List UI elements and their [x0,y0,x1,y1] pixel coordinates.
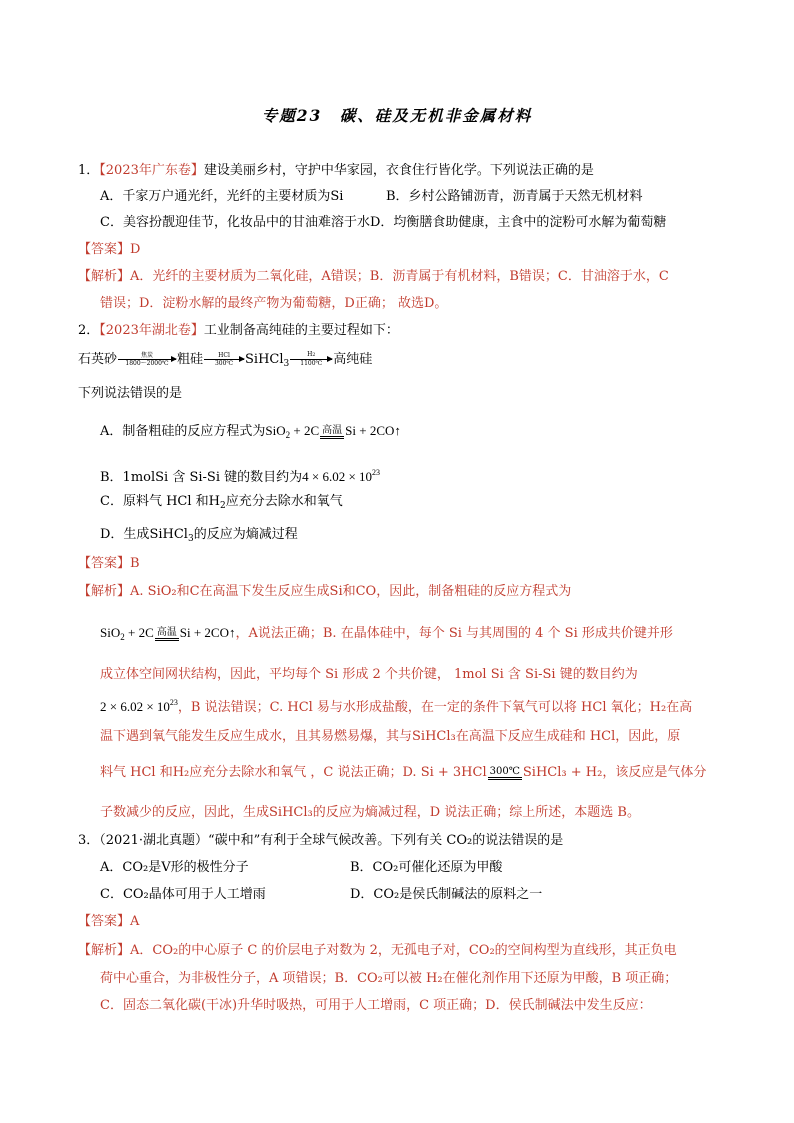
q2-option-b-value [302,469,380,484]
q2-analysis-value [100,699,178,714]
q1-answer [78,241,140,259]
q2-option-c-text: C．原料气 HCl 和 [100,494,209,509]
q3-option-c: C．CO₂晶体可用于人工增雨 [100,887,266,902]
q2-option-d-post: 的反应为熵减过程 [193,527,298,542]
q2-analysis-exp: 23 [169,698,178,707]
q2-prompt: 下列说法错误的是 [78,386,183,401]
q2-analysis-text2: ，A说法正确；B. 在晶体硅中，每个 Si 与其周围的 4 个 Si 形成共价键并形 [235,626,673,641]
q2-analysis-line2 [100,622,673,648]
q2-stem: 工业制备高纯硅的主要过程如下： [203,323,399,338]
q2-number: 2． [78,323,100,338]
eq-cond-text: 高温 [322,425,343,437]
q1-options-row2 [100,214,666,232]
an6-cond-text: 300℃ [489,765,520,777]
q3-analysis-line3: C．固态二氧化碳(干冰)升华时吸热，可用于人工增雨，C 项正确；D．侯氏制碱法中发生反应： [100,998,652,1013]
q2-option-a-text: A．制备粗硅的反应方程式为 [100,424,266,439]
q3-analysis-line1 [78,942,677,960]
q2-option-d-text: D．生成 [100,527,150,542]
flow-arrow-1-condition: 焦炭 [141,351,154,359]
flow-quartz-sand: 石英砂 [78,352,118,367]
q1-number: 1． [78,163,100,178]
q2-answer-tag: 【答案】 [78,556,131,571]
q2-analysis-line3: 成立体空间网状结构，因此，平均每个 Si 形成 2 个共价键， 1mol Si 含 Si-Si 键的数目约为 [100,667,638,682]
q1-options-row1 [100,188,643,206]
q2-stem-line [78,322,399,340]
q3-options-row2 [100,886,542,904]
q1-stem-line [78,162,594,180]
q2-option-c-post: 应充分去除水和氧气 [225,494,343,509]
q1-stem: 建设美丽乡村，守护中华家园，衣食住行皆化学。下列说法正确的是 [203,163,594,178]
q2-option-d-sihcl: SiHCl [149,527,188,542]
q1-source: 【2023年广东卷】 [99,163,204,178]
q3-options-row1 [100,859,502,877]
q2-option-c-sub: 2 [220,501,226,511]
q2-answer [78,555,140,573]
q2-analysis-text1: A. SiO₂和C在高温下发生反应生成Si和CO，因此，制备粗硅的反应方程式为 [130,584,572,599]
q1-analysis-line1 [78,268,669,286]
q3-number: 3． [78,833,100,848]
eq-sio2: SiO [265,423,286,438]
q3-option-d: D．CO₂是侯氏制碱法的原料之一 [350,887,543,902]
q2-analysis-line6 [100,762,706,784]
q2-source: 【2023年湖北卷】 [99,323,204,338]
an-eq-2c: + 2C [124,625,154,640]
q1-analysis-line2: 错误；D．淀粉水解的最终产物为葡萄糖，D正确； 故选D。 [100,296,448,311]
flow-sihcl3-label: SiHCl [245,352,284,367]
q3-option-b: B．CO₂可催化还原为甲酸 [350,860,503,875]
q2-option-b-text: B．1molSi 含 Si-Si 键的数目约为 [100,470,303,485]
eq-condition-high-temp [320,425,344,439]
flow-arrow-1 [118,352,176,368]
flow-arrow-3-temp: 1100℃ [300,360,323,367]
flow-arrow-3-sub: 2 [312,352,316,358]
flow-pure-silicon: 高纯硅 [333,352,373,367]
q2-option-c [100,493,343,515]
q2-option-b-base: 4 × 6.02 × 10 [302,469,373,484]
q2-analysis-text6b: SiHCl₃ + H₂，该反应是气体分 [522,765,707,780]
flow-crude-silicon: 粗硅 [177,352,204,367]
q1-answer-value: D [130,242,141,257]
flow-arrow-2-temp: 300℃ [214,359,234,367]
q3-option-a: A．CO₂是Ⅴ形的极性分子 [100,860,249,875]
eq-products: Si + 2CO↑ [345,423,401,438]
q3-stem: （2021·湖北真题）“碳中和”有利于全球气候改善。下列有关 CO₂的说法错误的是 [99,833,564,848]
flow-arrow-1-temp: 1800～2000℃ [125,359,169,367]
q3-analysis-text1: A．CO₂的中心原子 C 的价层电子对数为 2，无孤电子对，CO₂的空间构型为直线形，其正负电 [130,943,677,958]
q2-analysis-text4: ，B 说法错误；C. HCl 易与水形成盐酸，在一定的条件下氧气可以将 HCl 氧化；H₂在高 [177,700,693,715]
flow-arrow-3-h: H [307,351,313,358]
q3-stem-line [78,832,563,850]
eq-2c: + 2C [290,423,320,438]
an-eq-products: Si + 2CO↑ [179,625,236,640]
q2-option-b [100,464,380,487]
an-eq-sio2: SiO [100,625,121,640]
an-eq-cond-text: 高温 [156,627,177,639]
q2-option-b-exp: 23 [372,468,381,477]
flow-sihcl3 [245,352,289,367]
an-eq-sio2-sub: 2 [120,632,125,642]
flow-sihcl3-sub: 3 [283,359,290,369]
q2-analysis-equation [100,625,235,640]
q3-analysis-tag: 【解析】 [78,943,131,958]
q2-option-a-equation [265,423,400,438]
q2-flow-diagram [78,351,372,373]
q3-answer [78,913,139,931]
q1-option-d: D．均衡膳食助健康，主食中的淀粉可水解为葡萄糖 [369,215,667,230]
q2-option-a [100,420,401,446]
q2-option-c-h: H [208,494,220,509]
q2-analysis-line5: 温下遇到氧气能发生反应生成水，且其易燃易爆，其与SiHCl₃在高温下反应生成硅和 HCl，因此，原 [100,729,681,744]
an-eq-condition [155,627,179,641]
q3-analysis-line2: 荷中心重合，为非极性分子，A 项错误；B．CO₂可以被 H₂在催化剂作用下还原为甲酸，B 项正确； [100,971,678,986]
q2-analysis-text6: 料气 HCl 和H₂应充分去除水和氧气 ，C 说法正确；D. Si + 3HCl [100,765,487,780]
eq-sio2-sub: 2 [285,430,291,440]
q2-analysis-line1 [78,583,571,601]
q1-option-a: A．千家万户通光纤，光纤的主要材质为Si [100,189,344,204]
flow-arrow-3-condition [290,351,332,359]
flow-arrow-2-condition: HCl [218,351,230,359]
flow-arrow-2 [204,352,244,368]
q3-answer-tag: 【答案】 [78,914,131,929]
q2-analysis-tag: 【解析】 [78,584,131,599]
flow-arrow-3 [290,351,332,368]
q2-option-d-sub: 3 [187,534,194,544]
q2-option-d [100,526,298,548]
q1-answer-tag: 【答案】 [78,242,131,257]
q1-option-c: C．美容扮靓迎佳节，化妆品中的甘油难溶于水 [100,215,370,230]
q1-analysis-tag: 【解析】 [78,269,131,284]
q2-analysis-base: 2 × 6.02 × 10 [100,699,170,714]
q2-answer-value: B [130,556,140,571]
an6-condition [488,766,522,780]
q1-option-b: B．乡村公路铺沥青，沥青属于天然无机材料 [386,189,643,204]
page-title: 专题23 碳、硅及无机非金属材料 [261,106,533,125]
q1-analysis-text1: A．光纤的主要材质为二氧化硅，A错误；B．沥青属于有机材料，B错误；C．甘油溶于水，C [130,269,669,284]
q3-answer-value: A [130,914,140,929]
q2-analysis-line7: 子数减少的反应，因此，生成SiHCl₃的反应为熵减过程，D 说法正确；综上所述，本题选 B。 [100,805,640,820]
q2-analysis-line4 [100,694,692,717]
